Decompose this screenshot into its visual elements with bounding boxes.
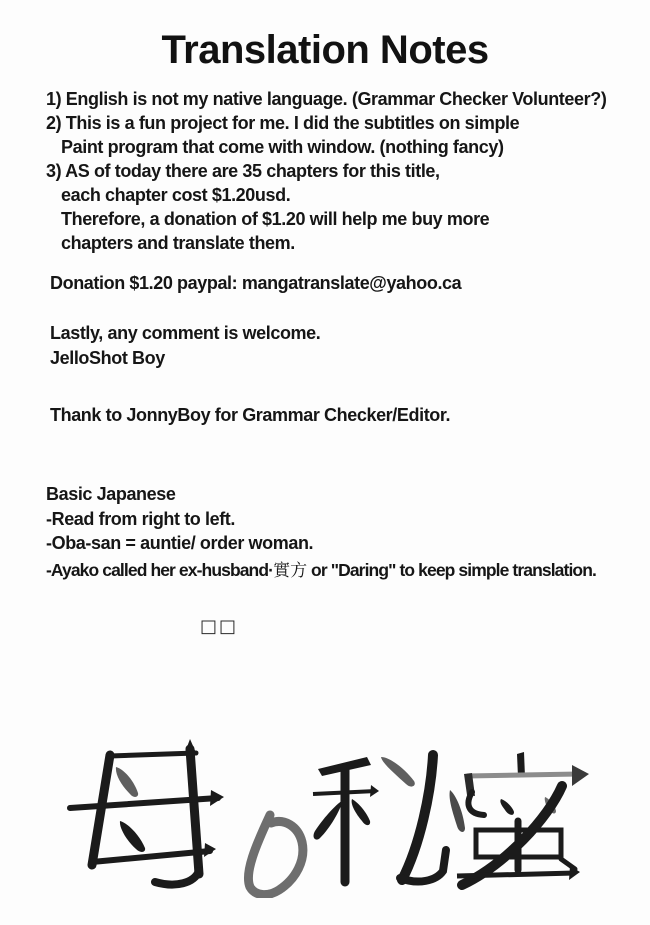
note-line-3-continuation-b: Therefore, a donation of $1.20 will help me buy more (61, 209, 490, 229)
ayako-separator: · (268, 559, 274, 580)
note-line-3-continuation-a: each chapter cost $1.20usd. (61, 185, 291, 205)
note-line-2-continuation: Paint program that come with window. (nothing fancy) (61, 137, 504, 157)
missing-glyph-boxes: □□ (200, 616, 239, 637)
ayako-kanji: 實方 (273, 560, 308, 581)
note-line-3: 3) AS of today there are 35 chapters for this title, (46, 161, 440, 181)
japanese-note-reading-direction: -Read from right to left. (46, 508, 235, 529)
japanese-note-obasan: -Oba-san = auntie/ order woman. (46, 533, 314, 553)
basic-japanese-heading: Basic Japanese (46, 484, 176, 504)
ayako-prefix: -Ayako called her ex-husband (46, 559, 269, 580)
japanese-note-ayako (46, 558, 596, 584)
credit-line: Thank to JonnyBoy for Grammar Checker/Editor. (50, 405, 451, 425)
manga-title-logo (58, 733, 598, 898)
basic-japanese-section (46, 482, 596, 583)
page-title: Translation Notes (161, 28, 489, 72)
ayako-suffix: or "Daring" to keep simple translation. (307, 559, 596, 580)
numbered-notes-list (46, 87, 606, 255)
closing-comment-line: Lastly, any comment is welcome. (50, 323, 321, 343)
donation-line: Donation $1.20 paypal: mangatranslate@yahoo.ca (50, 273, 462, 293)
manga-title-artwork (58, 733, 598, 898)
note-line-2: 2) This is a fun project for me. I did the subtitles on simple (46, 113, 520, 133)
author-signature: JelloShot Boy (50, 348, 165, 368)
note-line-1: 1) English is not my native language. (Grammar Checker Volunteer?) (46, 89, 607, 109)
closing-block (50, 321, 320, 371)
note-line-3-continuation-c: chapters and translate them. (61, 233, 295, 253)
